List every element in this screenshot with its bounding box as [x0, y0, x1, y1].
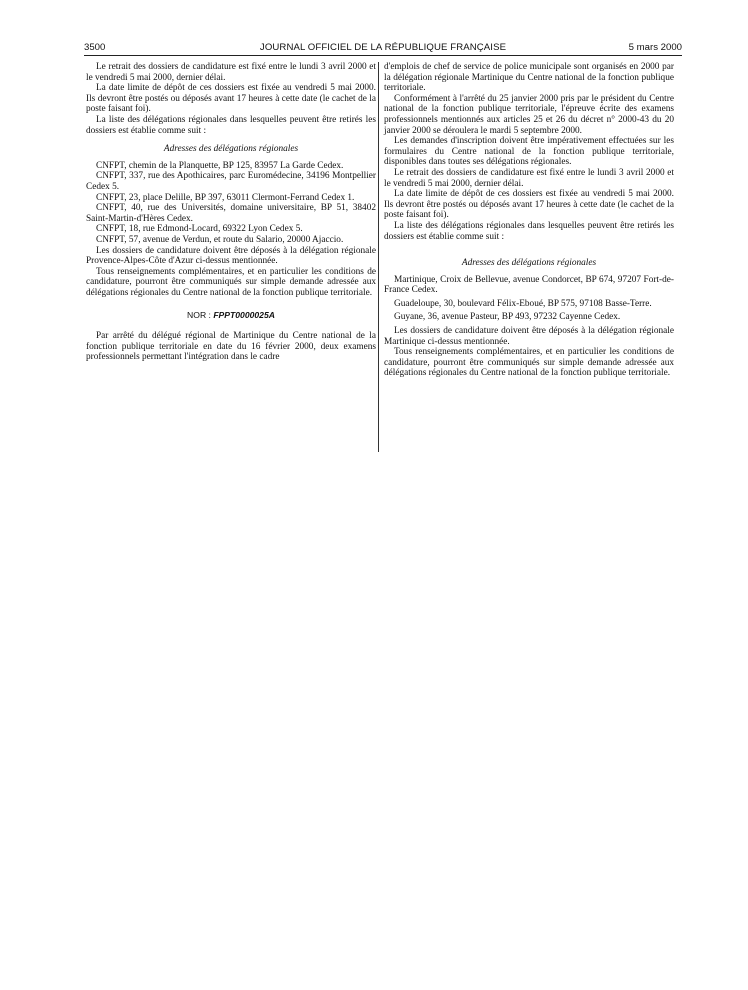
nor-code: FPPT0000025A	[213, 310, 275, 321]
address-item: CNFPT, 57, avenue de Verdun, et route du Salario, 20000 Ajaccio.	[96, 234, 344, 245]
issue-date: 5 mars 2000	[628, 42, 682, 53]
address-item: CNFPT, chemin de la Planquette, BP 125, 83957 La Garde Cedex.	[96, 160, 344, 171]
address-item: Martinique, Croix de Bellevue, avenue Condorcet, BP 674, 97207 Fort-de-France Cedex.	[384, 274, 674, 296]
address-item: CNFPT, 18, rue Edmond-Locard, 69322 Lyon Cedex 5.	[96, 224, 303, 235]
paragraph: d'emplois de chef de service de police municipale sont organisés en 2000 par la délégation régionale Martinique du Centre national de la fonction publique territoriale.	[384, 62, 674, 94]
right-column	[384, 62, 674, 379]
nor-reference	[86, 310, 376, 321]
paragraph: Les dossiers de candidature doivent être déposés à la délégation régionale Martinique ci-dessus mentionnée.	[384, 326, 674, 347]
address-item: CNFPT, 23, place Delille, BP 397, 63011 Clermont-Ferrand Cedex 1.	[96, 192, 355, 203]
nor-label: NOR :	[187, 310, 211, 321]
header-rule	[84, 55, 682, 56]
paragraph: Le retrait des dossiers de candidature est fixé entre le lundi 3 avril 2000 et le vendredi 5 mai 2000, dernier délai.	[86, 62, 376, 83]
paragraph: La liste des délégations régionales dans lesquelles peuvent être retirés les dossiers est établie comme suit :	[384, 220, 674, 242]
paragraph: La date limite de dépôt de ces dossiers est fixée au vendredi 5 mai 2000. Ils devront être postés ou déposés avant 17 heures à cette date (le cachet de la poste faisant foi).	[86, 83, 376, 115]
page-number: 3500	[84, 42, 106, 53]
paragraph: Les demandes d'inscription doivent être impérativement effectuées sur les formulaires du Centre national de la fonction publique territoriale, disponibles dans toutes ses délégations régionales.	[384, 136, 674, 168]
paragraph: Tous renseignements complémentaires, et en particulier les conditions de candidature, pourront être communiqués sur simple demande adressée aux délégations régionales du Centre national de la fonction publique territoriale.	[86, 266, 376, 298]
paragraph: Les dossiers de candidature doivent être déposés à la délégation régionale Provence-Alpes-Côte d'Azur ci-dessus mentionnée.	[86, 245, 376, 267]
left-column	[86, 62, 376, 363]
address-item: Guyane, 36, avenue Pasteur, BP 493, 97232 Cayenne Cedex.	[394, 312, 621, 323]
journal-title: JOURNAL OFFICIEL DE LA RÉPUBLIQUE FRANÇAISE	[259, 42, 507, 53]
section-title: Adresses des délégations régionales	[163, 144, 299, 155]
section-title: Adresses des délégations régionales	[461, 258, 597, 269]
address-item: CNFPT, 40, rue des Universités, domaine universitaire, BP 51, 38402 Saint-Martin-d'Hères Cedex.	[86, 203, 376, 224]
address-item: Guadeloupe, 30, boulevard Félix-Eboué, BP 575, 97108 Basse-Terre.	[394, 298, 652, 309]
column-divider	[378, 62, 379, 452]
paragraph: La date limite de dépôt de ces dossiers est fixée au vendredi 5 mai 2000. Ils devront être postés ou déposés avant 17 heures à cette date (le cachet de la poste faisant foi).	[384, 189, 674, 221]
paragraph: Tous renseignements complémentaires, et en particulier les conditions de candidature, pourront être communiqués sur simple demande adressée aux délégations régionales du Centre national de la fonction publique territoriale.	[384, 347, 674, 379]
paragraph: Par arrêté du délégué régional de Martinique du Centre national de la fonction publique territoriale en date du 16 février 2000, deux examens professionnels permettant l'intégration dans le cadre	[86, 331, 376, 363]
address-item: CNFPT, 337, rue des Apothicaires, parc Euromédecine, 34196 Montpellier Cedex 5.	[86, 171, 376, 192]
paragraph: Conformément à l'arrêté du 25 janvier 2000 pris par le président du Centre national de la fonction publique territoriale, l'épreuve écrite des examens professionnels mentionnés aux articles 25 et 26 du décret n° 2000-43 du 20 janvier 2000 se déroulera le mardi 5 septembre 2000.	[384, 93, 674, 136]
paragraph: La liste des délégations régionales dans lesquelles peuvent être retirés les dossiers est établie comme suit :	[86, 114, 376, 136]
paragraph: Le retrait des dossiers de candidature est fixé entre le lundi 3 avril 2000 et le vendredi 5 mai 2000, dernier délai.	[384, 167, 674, 189]
